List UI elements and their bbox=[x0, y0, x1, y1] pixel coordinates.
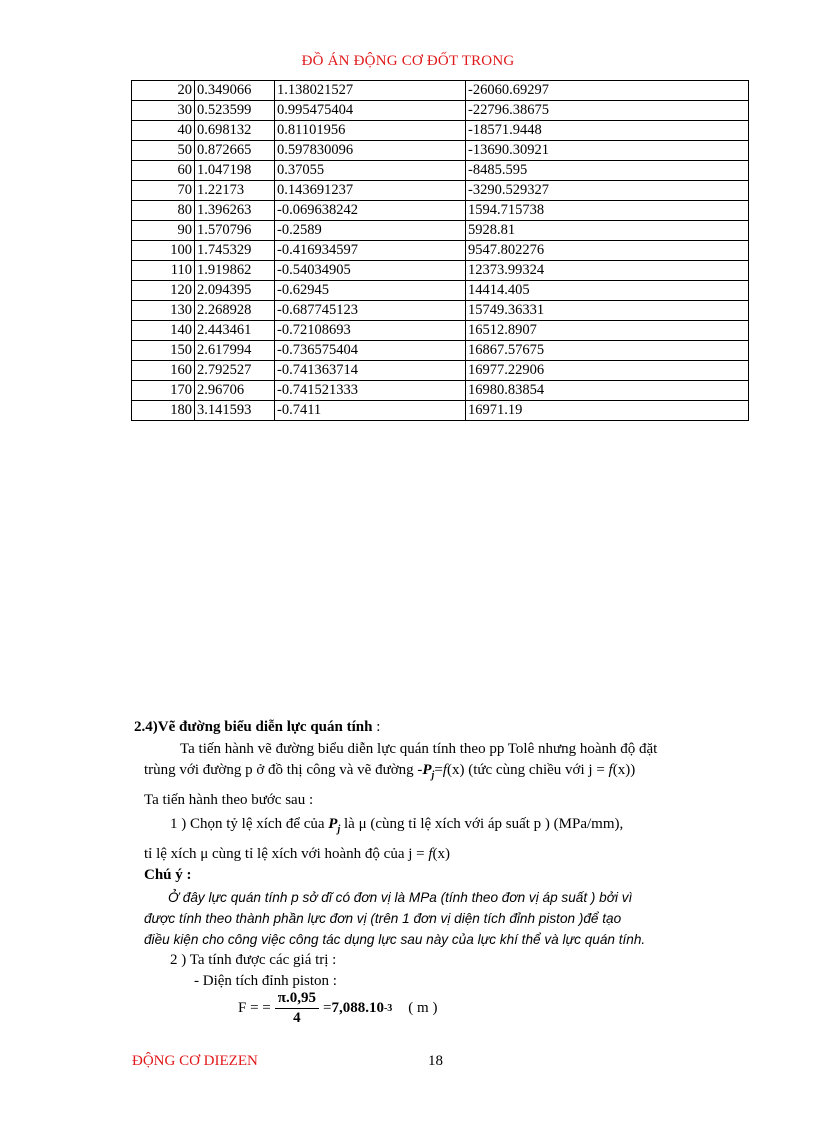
table-cell: -0.62945 bbox=[275, 281, 466, 301]
table-cell: 1.138021527 bbox=[275, 81, 466, 101]
table-cell: 12373.99324 bbox=[466, 261, 749, 281]
table-cell: 9547.802276 bbox=[466, 241, 749, 261]
table-cell: 1.570796 bbox=[195, 221, 275, 241]
section-heading: 2.4)Vẽ đường biểu diễn lực quán tính : bbox=[134, 719, 381, 735]
table-row bbox=[132, 201, 749, 221]
table-cell: 90 bbox=[132, 221, 195, 241]
table-row bbox=[132, 101, 749, 121]
formula-result: 7,088.10 bbox=[331, 1000, 384, 1016]
table-cell: 140 bbox=[132, 321, 195, 341]
para1-line1: Ta tiến hành vẽ đường biểu diễn lực quán tính theo pp Tolê nhưng hoành độ đặt bbox=[180, 740, 658, 757]
table-row bbox=[132, 241, 749, 261]
table-row bbox=[132, 221, 749, 241]
table-cell: 1.919862 bbox=[195, 261, 275, 281]
table-row bbox=[132, 141, 749, 161]
table-cell: 1.745329 bbox=[195, 241, 275, 261]
formula-unit: ( m ) bbox=[408, 1000, 438, 1016]
formula-equals: = bbox=[322, 1000, 332, 1016]
table-cell: 70 bbox=[132, 181, 195, 201]
table-cell: -0.736575404 bbox=[275, 341, 466, 361]
step2-line: 2 ) Ta tính được các giá trị : bbox=[170, 951, 337, 968]
formula-exponent: -3 bbox=[383, 1003, 393, 1014]
table-cell: -0.54034905 bbox=[275, 261, 466, 281]
table-cell: 15749.36331 bbox=[466, 301, 749, 321]
table-cell: 160 bbox=[132, 361, 195, 381]
table-row bbox=[132, 341, 749, 361]
table-cell: 1.22173 bbox=[195, 181, 275, 201]
table-cell: -0.416934597 bbox=[275, 241, 466, 261]
table-row bbox=[132, 381, 749, 401]
table-row bbox=[132, 401, 749, 421]
table-row bbox=[132, 361, 749, 381]
data-table bbox=[131, 80, 749, 421]
table-cell: 14414.405 bbox=[466, 281, 749, 301]
table-cell: 2.268928 bbox=[195, 301, 275, 321]
para1-line2: trùng với đường p ở đồ thị công và vẽ đường $-P_j=f(x)$ (tức cùng chiều với j = f(x)) bbox=[144, 762, 636, 781]
table-row bbox=[132, 181, 749, 201]
table-cell: 2.792527 bbox=[195, 361, 275, 381]
table-cell: 16512.8907 bbox=[466, 321, 749, 341]
formula-denominator: 4 bbox=[293, 1010, 301, 1026]
table-cell: -18571.9448 bbox=[466, 121, 749, 141]
table-cell: 2.617994 bbox=[195, 341, 275, 361]
table-cell: 2.443461 bbox=[195, 321, 275, 341]
table-row bbox=[132, 281, 749, 301]
table-cell: 170 bbox=[132, 381, 195, 401]
page-header-title: ĐỒ ÁN ĐỘNG CƠ ĐỐT TRONG bbox=[301, 53, 515, 69]
note-label: Chú ý : bbox=[144, 867, 192, 883]
table-cell: 0.523599 bbox=[195, 101, 275, 121]
step1-line1: 1 ) Chọn tỷ lệ xích để của $P_j$ là μ (cùng tỉ lệ xích với áp suất p ) (MPa/mm), bbox=[170, 816, 624, 835]
piston-area-formula bbox=[238, 990, 437, 1027]
table-row bbox=[132, 301, 749, 321]
table-cell: 0.349066 bbox=[195, 81, 275, 101]
table-cell: 30 bbox=[132, 101, 195, 121]
table-cell: 0.597830096 bbox=[275, 141, 466, 161]
table-cell: 50 bbox=[132, 141, 195, 161]
table-cell: 0.872665 bbox=[195, 141, 275, 161]
table-cell: -0.72108693 bbox=[275, 321, 466, 341]
table-row bbox=[132, 81, 749, 101]
table-cell: 130 bbox=[132, 301, 195, 321]
table-cell: 60 bbox=[132, 161, 195, 181]
table-cell: -0.7411 bbox=[275, 401, 466, 421]
table-cell: 16977.22906 bbox=[466, 361, 749, 381]
table-cell: -0.741521333 bbox=[275, 381, 466, 401]
table-cell: 0.995475404 bbox=[275, 101, 466, 121]
table-cell: 0.143691237 bbox=[275, 181, 466, 201]
formula-fraction bbox=[275, 990, 319, 1027]
table-cell: 0.698132 bbox=[195, 121, 275, 141]
table-cell: -0.069638242 bbox=[275, 201, 466, 221]
table-cell: 2.094395 bbox=[195, 281, 275, 301]
table-cell: 150 bbox=[132, 341, 195, 361]
table-cell: 16971.19 bbox=[466, 401, 749, 421]
steps-intro: Ta tiến hành theo bước sau : bbox=[144, 791, 314, 808]
table-cell: 1.396263 bbox=[195, 201, 275, 221]
table-cell: -22796.38675 bbox=[466, 101, 749, 121]
note-line1: Ở đây lực quán tính p sở dĩ có đơn vị là MPa (tính theo đơn vị áp suất ) bởi vì bbox=[168, 889, 633, 905]
table-cell: 0.37055 bbox=[275, 161, 466, 181]
table-cell: 100 bbox=[132, 241, 195, 261]
note-line3: điều kiện cho công việc công tác dụng lực sau này của lực khí thể và lực quán tính. bbox=[144, 931, 646, 947]
table-cell: 1.047198 bbox=[195, 161, 275, 181]
table-cell: -0.687745123 bbox=[275, 301, 466, 321]
table-cell: 16980.83854 bbox=[466, 381, 749, 401]
step1-line2: tỉ lệ xích μ cùng tỉ lệ xích với hoành độ của j = f(x) bbox=[144, 845, 451, 862]
table-cell: 80 bbox=[132, 201, 195, 221]
table-cell: -0.2589 bbox=[275, 221, 466, 241]
note-line2: được tính theo thành phần lực đơn vị (trên 1 đơn vị diện tích đỉnh piston )để tạo bbox=[144, 910, 622, 926]
section-2-4 bbox=[134, 717, 774, 993]
table-cell: 120 bbox=[132, 281, 195, 301]
table-cell: 5928.81 bbox=[466, 221, 749, 241]
footer-title: ĐỘNG CƠ DIEZEN bbox=[132, 1053, 258, 1069]
page-number: 18 bbox=[428, 1053, 443, 1069]
formula-lhs: F = = bbox=[238, 1000, 271, 1016]
table-cell: 3.141593 bbox=[195, 401, 275, 421]
table-cell: -8485.595 bbox=[466, 161, 749, 181]
table-cell: -26060.69297 bbox=[466, 81, 749, 101]
table-cell: -3290.529327 bbox=[466, 181, 749, 201]
table-cell: 20 bbox=[132, 81, 195, 101]
table-cell: 40 bbox=[132, 121, 195, 141]
table-row bbox=[132, 321, 749, 341]
table-cell: 2.96706 bbox=[195, 381, 275, 401]
table-cell: 16867.57675 bbox=[466, 341, 749, 361]
table-cell: 110 bbox=[132, 261, 195, 281]
formula-numerator: π.0,95 bbox=[275, 990, 319, 1009]
table-cell: 1594.715738 bbox=[466, 201, 749, 221]
table-cell: 0.81101956 bbox=[275, 121, 466, 141]
table-row bbox=[132, 121, 749, 141]
step2-sub: - Diện tích đỉnh piston : bbox=[194, 973, 337, 989]
table-cell: -13690.30921 bbox=[466, 141, 749, 161]
table-cell: 180 bbox=[132, 401, 195, 421]
table-row bbox=[132, 261, 749, 281]
table-row bbox=[132, 161, 749, 181]
table-cell: -0.741363714 bbox=[275, 361, 466, 381]
